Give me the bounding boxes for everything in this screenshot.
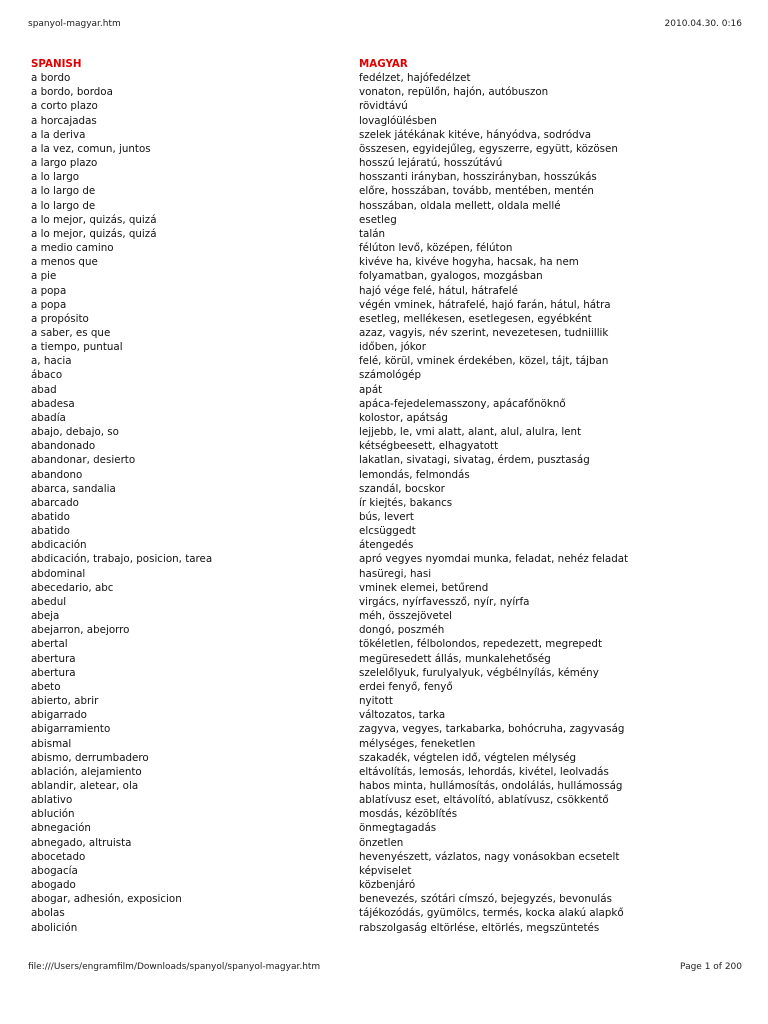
dictionary-entry [31, 906, 751, 920]
dictionary-entry [31, 142, 751, 156]
header-timestamp: 2010.04.30. 0:16 [664, 19, 742, 29]
spanish-term: a, hacia [31, 355, 72, 368]
dictionary-entry [31, 524, 751, 538]
magyar-translation: eltávolítás, lemosás, lehordás, kivétel, leolvadás [359, 765, 609, 778]
magyar-translation: lejjebb, le, vmi alatt, alant, alul, alulra, lent [359, 426, 582, 439]
dictionary-entry [31, 680, 751, 694]
magyar-translation: megüresedett állás, munkalehetőség [359, 652, 551, 665]
dictionary-entry [31, 213, 751, 227]
header-filename: spanyol-magyar.htm [28, 19, 121, 29]
magyar-translation: hosszában, oldala mellett, oldala mellé [359, 199, 561, 212]
dictionary-entry [31, 708, 751, 722]
dictionary-entry [31, 453, 751, 467]
spanish-term: abarcado [31, 496, 79, 509]
spanish-term: a horcajadas [31, 114, 97, 127]
magyar-translation: szakadék, végtelen idő, végtelen mélység [359, 751, 577, 764]
dictionary-entry [31, 510, 751, 524]
spanish-term: a tiempo, puntual [31, 341, 123, 354]
magyar-translation: közbenjáró [359, 879, 416, 892]
magyar-translation: szelek játékának kitéve, hányódva, sodródva [359, 128, 592, 141]
magyar-translation: átengedés [359, 539, 414, 552]
spanish-term: abeto [31, 680, 61, 693]
spanish-term: a menos que [31, 256, 98, 269]
magyar-translation: önzetlen [359, 836, 404, 849]
magyar-translation: hajó vége felé, hátul, hátrafelé [359, 284, 518, 297]
magyar-translation: mosdás, kézöblítés [359, 808, 458, 821]
dictionary-entry [31, 340, 751, 354]
spanish-term: ablución [31, 808, 75, 821]
magyar-translation: esetleg, mellékesen, esetlegesen, egyébként [359, 312, 592, 325]
magyar-translation: habos minta, hullámosítás, ondolálás, hullámosság [359, 779, 623, 792]
dictionary-entry [31, 199, 751, 213]
spanish-term: abismo, derrumbadero [31, 751, 149, 764]
dictionary-entry [31, 666, 751, 680]
page-header [28, 19, 742, 29]
magyar-translation: önmegtagadás [359, 822, 437, 835]
spanish-term: abolición [31, 921, 78, 934]
dictionary-entries [31, 71, 751, 935]
dictionary-entry [31, 71, 751, 85]
spanish-term: abdicación [31, 539, 87, 552]
spanish-term: abnegación [31, 822, 91, 835]
dictionary-entry [31, 581, 751, 595]
spanish-term: abecedario, abc [31, 581, 114, 594]
spanish-term: a la vez, comun, juntos [31, 142, 151, 155]
spanish-term: abatido [31, 525, 70, 538]
dictionary-table [31, 57, 751, 935]
dictionary-entry [31, 892, 751, 906]
magyar-translation: benevezés, szótári címszó, bejegyzés, bevonulás [359, 893, 612, 906]
dictionary-entry [31, 85, 751, 99]
dictionary-entry [31, 496, 751, 510]
spanish-term: abdicación, trabajo, posicion, tarea [31, 553, 213, 566]
dictionary-entry [31, 411, 751, 425]
spanish-term: abatido [31, 511, 70, 523]
dictionary-entry [31, 354, 751, 368]
spanish-term: abogacía [31, 864, 78, 877]
dictionary-entry [31, 836, 751, 850]
spanish-term: a pie [31, 270, 57, 283]
spanish-term: ablación, alejamiento [31, 765, 142, 778]
magyar-translation: kivéve ha, kivéve hogyha, hacsak, ha nem [359, 256, 579, 269]
spanish-term: a bordo [31, 72, 71, 85]
spanish-term: a popa [31, 298, 67, 311]
dictionary-entry [31, 439, 751, 453]
magyar-translation: dongó, poszméh [359, 624, 445, 637]
dictionary-entry [31, 368, 751, 382]
dictionary-entry [31, 114, 751, 128]
magyar-translation: fedélzet, hajófedélzet [359, 72, 471, 85]
magyar-translation: talán [359, 227, 386, 240]
spanish-term: abocetado [31, 850, 86, 863]
dictionary-entry [31, 637, 751, 651]
magyar-translation: hosszanti irányban, hosszirányban, hosszúkás [359, 171, 597, 184]
magyar-translation: felé, körül, vminek érdekében, közel, tájt, tájban [359, 355, 609, 368]
spanish-term: abolas [31, 907, 65, 920]
dictionary-entry [31, 326, 751, 340]
spanish-term: abadía [31, 411, 66, 424]
dictionary-entry [31, 878, 751, 892]
dictionary-entry [31, 609, 751, 623]
spanish-term: abogar, adhesión, exposicion [31, 893, 182, 906]
spanish-term: a largo plazo [31, 157, 98, 170]
magyar-translation: tökéletlen, félbolondos, repedezett, megrepedt [359, 638, 602, 651]
dictionary-entry [31, 298, 751, 312]
dictionary-entry [31, 765, 751, 779]
magyar-translation: ír kiejtés, bakancs [359, 496, 453, 509]
dictionary-entry [31, 538, 751, 552]
spanish-column-header: SPANISH [31, 58, 82, 70]
spanish-term: abeja [31, 610, 60, 623]
magyar-translation: zagyva, vegyes, tarkabarka, bohócruha, zagyvaság [359, 723, 625, 736]
dictionary-entry [31, 468, 751, 482]
dictionary-entry [31, 921, 751, 935]
magyar-translation: vminek elemei, betűrend [359, 581, 489, 594]
dictionary-entry [31, 864, 751, 878]
dictionary-entry [31, 694, 751, 708]
magyar-translation: szelelőlyuk, furulyalyuk, végbélnyílás, kémény [359, 666, 599, 679]
magyar-translation: számológép [359, 369, 421, 382]
magyar-translation: időben, jókor [359, 341, 426, 354]
dictionary-entry [31, 623, 751, 637]
spanish-term: abandonar, desierto [31, 454, 136, 467]
dictionary-entry [31, 567, 751, 581]
magyar-translation: hosszú lejáratú, hosszútávú [359, 157, 503, 170]
dictionary-entry [31, 807, 751, 821]
dictionary-entry [31, 425, 751, 439]
spanish-term: a lo largo de [31, 185, 96, 198]
magyar-translation: rövidtávú [359, 100, 408, 113]
spanish-term: a corto plazo [31, 100, 98, 113]
spanish-term: abogado [31, 879, 76, 892]
spanish-term: a lo largo de [31, 199, 96, 212]
spanish-term: a lo largo [31, 171, 80, 184]
magyar-translation: szandál, bocskor [359, 482, 445, 495]
spanish-term: abdominal [31, 567, 86, 580]
magyar-translation: hevenyészett, vázlatos, nagy vonásokban ecsetelt [359, 850, 620, 863]
spanish-term: abandono [31, 468, 83, 481]
magyar-translation: apát [359, 383, 383, 396]
magyar-translation: kétségbeesett, elhagyatott [359, 440, 499, 453]
page-footer [28, 962, 742, 972]
magyar-translation: apáca-fejedelemasszony, apácafőnöknő [359, 397, 566, 410]
magyar-translation: vonaton, repülőn, hajón, autóbuszon [359, 86, 549, 99]
magyar-column-header: MAGYAR [359, 58, 408, 70]
dictionary-entry [31, 99, 751, 113]
magyar-translation: hasüregi, hasi [359, 567, 432, 580]
magyar-translation: azaz, vagyis, név szerint, nevezetesen, tudniillik [359, 326, 609, 339]
spanish-term: ablandir, aletear, ola [31, 779, 139, 792]
magyar-translation: kolostor, apátság [359, 411, 448, 424]
dictionary-entry [31, 383, 751, 397]
spanish-term: a medio camino [31, 242, 114, 255]
spanish-term: a lo mejor, quizás, quizá [31, 213, 157, 226]
footer-page-number: Page 1 of 200 [680, 962, 742, 972]
spanish-term: abertura [31, 652, 76, 665]
dictionary-entry [31, 552, 751, 566]
magyar-translation: bús, levert [359, 511, 414, 523]
dictionary-entry [31, 751, 751, 765]
dictionary-entry [31, 170, 751, 184]
magyar-translation: ablatívusz eset, eltávolító, ablatívusz, csökkentő [359, 794, 609, 807]
spanish-term: abigarramiento [31, 723, 111, 736]
spanish-term: a lo mejor, quizás, quizá [31, 227, 157, 240]
spanish-term: abadesa [31, 397, 75, 410]
spanish-term: a propósito [31, 312, 89, 325]
magyar-translation: végén vminek, hátrafelé, hajó farán, hátul, hátra [359, 298, 611, 311]
spanish-term: abismal [31, 737, 72, 750]
spanish-term: abandonado [31, 440, 96, 453]
spanish-term: abejarron, abejorro [31, 624, 130, 637]
column-headers [31, 57, 751, 71]
spanish-term: abigarrado [31, 709, 87, 722]
dictionary-entry [31, 779, 751, 793]
magyar-translation: lakatlan, sivatagi, sivatag, érdem, pusztaság [359, 454, 590, 467]
dictionary-entry [31, 722, 751, 736]
spanish-term: abertal [31, 638, 68, 651]
dictionary-entry [31, 850, 751, 864]
dictionary-entry [31, 595, 751, 609]
magyar-translation: méh, összejövetel [359, 610, 453, 623]
spanish-term: a la deriva [31, 128, 86, 141]
spanish-term: abierto, abrir [31, 695, 99, 708]
dictionary-entry [31, 652, 751, 666]
spanish-term: abedul [31, 595, 67, 608]
spanish-term: ablativo [31, 794, 73, 807]
spanish-term: a saber, es que [31, 326, 111, 339]
dictionary-entry [31, 269, 751, 283]
spanish-term: abajo, debajo, so [31, 426, 119, 439]
magyar-translation: virgács, nyírfavessző, nyír, nyírfa [359, 595, 530, 608]
spanish-term: abertura [31, 666, 76, 679]
dictionary-entry [31, 284, 751, 298]
spanish-term: ábaco [31, 369, 63, 382]
dictionary-entry [31, 482, 751, 496]
magyar-translation: változatos, tarka [359, 709, 446, 722]
magyar-translation: előre, hosszában, tovább, mentében, mentén [359, 185, 594, 198]
dictionary-entry [31, 128, 751, 142]
dictionary-entry [31, 793, 751, 807]
dictionary-entry [31, 312, 751, 326]
spanish-term: abad [31, 383, 57, 396]
magyar-translation: mélységes, feneketlen [359, 737, 476, 750]
spanish-term: abarca, sandalia [31, 482, 116, 495]
magyar-translation: lovaglóülésben [359, 114, 437, 127]
dictionary-entry [31, 821, 751, 835]
spanish-term: a popa [31, 284, 67, 297]
magyar-translation: képviselet [359, 864, 412, 877]
magyar-translation: összesen, egyidejűleg, egyszerre, együtt, közösen [359, 142, 618, 155]
magyar-translation: apró vegyes nyomdai munka, feladat, nehéz feladat [359, 553, 629, 566]
dictionary-entry [31, 397, 751, 411]
magyar-translation: tájékozódás, gyümölcs, termés, kocka alakú alapkő [359, 907, 624, 920]
spanish-term: a bordo, bordoa [31, 86, 113, 99]
magyar-translation: erdei fenyő, fenyő [359, 680, 453, 693]
magyar-translation: félúton levő, középen, félúton [359, 242, 513, 255]
dictionary-entry [31, 184, 751, 198]
magyar-translation: lemondás, felmondás [359, 468, 470, 481]
magyar-translation: rabszolgaság eltörlése, eltörlés, megszüntetés [359, 921, 600, 934]
magyar-translation: folyamatban, gyalogos, mozgásban [359, 270, 543, 283]
magyar-translation: elcsüggedt [359, 525, 416, 538]
spanish-term: abnegado, altruista [31, 836, 132, 849]
dictionary-entry [31, 241, 751, 255]
dictionary-entry [31, 156, 751, 170]
magyar-translation: esetleg [359, 213, 397, 226]
dictionary-entry [31, 737, 751, 751]
dictionary-entry [31, 227, 751, 241]
footer-file-path: file:///Users/engramfilm/Downloads/spanyol/spanyol-magyar.htm [28, 962, 321, 972]
dictionary-entry [31, 255, 751, 269]
magyar-translation: nyitott [359, 695, 393, 708]
